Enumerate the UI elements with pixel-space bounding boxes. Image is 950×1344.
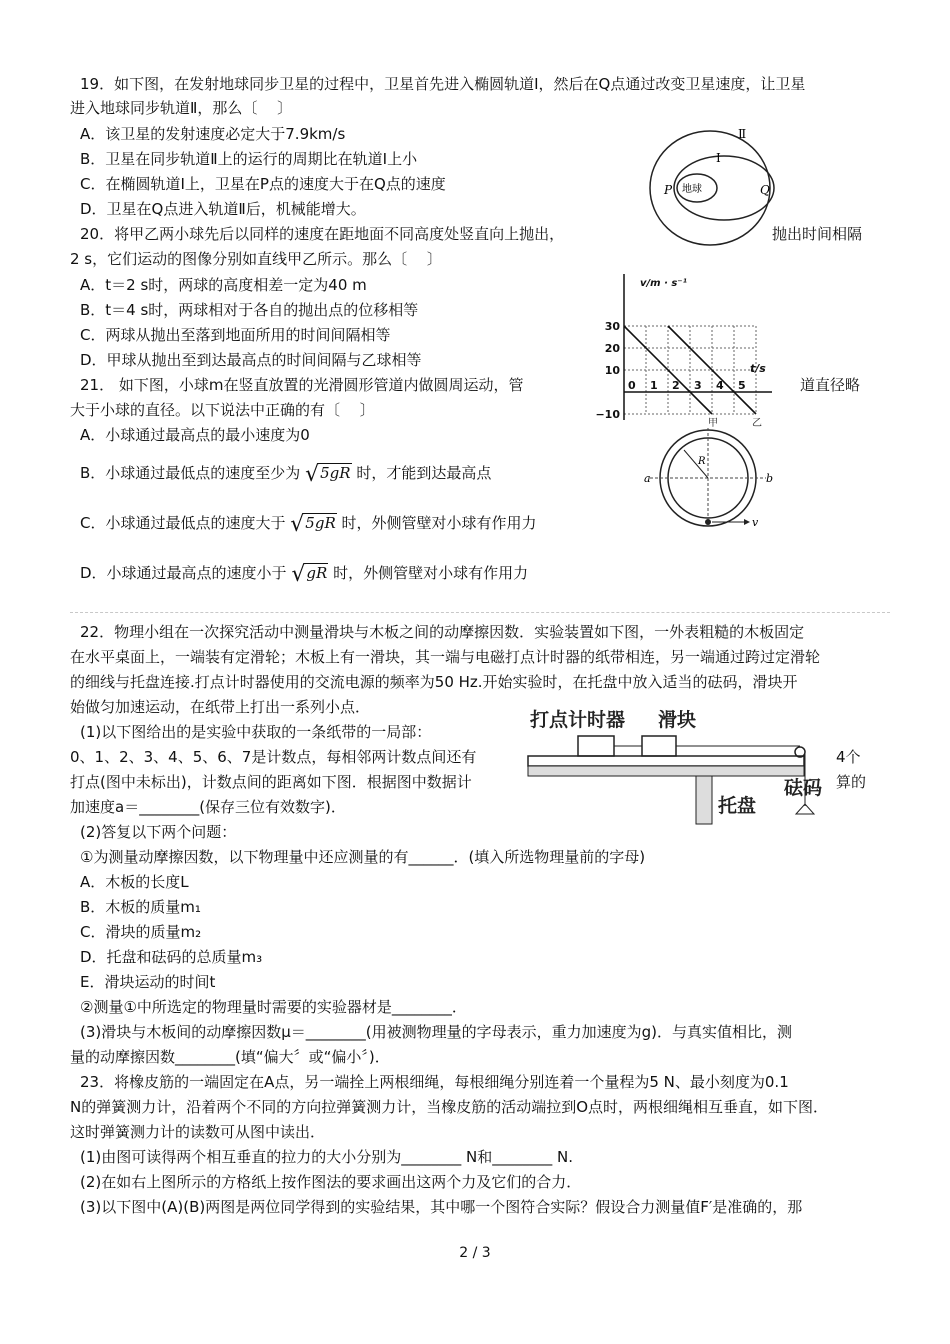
slider-label: 滑块 — [658, 709, 697, 731]
circular-tube-figure — [640, 428, 780, 528]
section-divider — [70, 612, 890, 613]
q21-option-b — [80, 462, 492, 487]
y-axis-label: v/m · s⁻¹ — [640, 278, 687, 289]
weight-label: 砝码 — [784, 777, 823, 799]
sqrt-5gr-b: √5gR — [305, 462, 351, 487]
chart-grid — [624, 326, 756, 414]
q21-option-a: A．小球通过最高点的最小速度为0 — [80, 426, 310, 444]
q20-option-d: D．甲球从抛出至到达最高点的时间间隔与乙球相等 — [80, 351, 422, 369]
q22-opt-e: E．滑块运动的时间t — [80, 973, 216, 991]
point-q-label: Q — [760, 183, 770, 197]
label-r: R — [698, 456, 706, 467]
q21-option-c-post: 时，外侧管壁对小球有作用力 — [341, 514, 537, 532]
q22-opt-a: A．木板的长度L — [80, 873, 189, 891]
q20-stem-line1b: 抛出时间相隔 — [772, 225, 863, 243]
q19-option-a: A．该卫星的发射速度必定大于7.9km/s — [80, 125, 346, 143]
y-tick-label: −10 — [595, 408, 620, 421]
q22-s1-l2b: 4个 — [836, 748, 861, 766]
earth-label: 地球 — [682, 184, 702, 195]
q22-opt-b: B．木板的质量m₁ — [80, 898, 201, 916]
label-b: b — [766, 472, 774, 485]
q19-option-b: B．卫星在同步轨道Ⅱ上的运行的周期比在轨道Ⅰ上小 — [80, 150, 418, 168]
q21-option-c-pre: C．小球通过最低点的速度大于 — [80, 514, 286, 532]
q22-s2-q2: ②测量①中所选定的物理量时需要的实验器材是________． — [80, 998, 467, 1016]
q21-stem-line1a: 21． 如下图，小球m在竖直放置的光滑圆形管道内做圆周运动，管 — [80, 376, 524, 394]
q22-s2-q1: ①为测量动摩擦因数，以下物理量中还应测量的有______．(填入所选物理量前的字母) — [80, 848, 646, 866]
q21-option-d-pre: D．小球通过最高点的速度小于 — [80, 564, 287, 582]
q19-stem-line1: 19．如下图，在发射地球同步卫星的过程中，卫星首先进入椭圆轨道Ⅰ，然后在Q点通过改变卫星速度，让卫星 — [80, 75, 806, 93]
q22-opt-c: C．滑块的质量m₂ — [80, 923, 202, 941]
apparatus-figure — [528, 700, 834, 826]
q19-option-d: D．卫星在Q点进入轨道Ⅱ后，机械能增大。 — [80, 200, 366, 218]
q21-option-c — [80, 512, 537, 537]
q20-stem-line2: 2 s，它们运动的图像分别如直线甲乙所示。那么〔 〕 — [70, 250, 442, 268]
q21-option-b-post: 时，才能到达最高点 — [356, 464, 492, 482]
x-tick-label: 4 — [716, 379, 724, 392]
y-tick-label: 10 — [604, 364, 620, 377]
q21-option-d — [80, 562, 529, 587]
q21-option-d-post: 时，外侧管壁对小球有作用力 — [333, 564, 529, 582]
velocity-time-chart — [595, 264, 788, 429]
q22-s2: (2)答复以下两个问题： — [80, 823, 237, 841]
timer-label: 打点计时器 — [530, 709, 626, 731]
x-tick-label: 0 — [628, 379, 636, 392]
ball — [705, 519, 711, 525]
q23-p3: 这时弹簧测力计的读数可从图中读出． — [70, 1123, 326, 1141]
x-tick-label: 5 — [738, 379, 746, 392]
q22-p2: 在水平桌面上，一端装有定滑轮；木板上有一滑块，其一端与电磁打点计时器的纸带相连，另一端通过跨过定滑轮 — [70, 648, 821, 666]
q22-s1-l2a: 0、1、2、3、4、5、6、7是计数点，每相邻两计数点间还有 — [70, 748, 477, 766]
q22-s1-l3a: 打点(图中未标出)，计数点间的距离如下图．根据图中数据计 — [70, 773, 472, 791]
q21-option-b-pre: B．小球通过最低点的速度至少为 — [80, 464, 301, 482]
q22-s3-l2: 量的动摩擦因数________(填“偏大〞或“偏小〞)． — [70, 1048, 390, 1066]
q21-stem-line2: 大于小球的直径。以下说法中正确的有〔 〕 — [70, 401, 375, 419]
q20-stem-line1a: 20．将甲乙两小球先后以同样的速度在距地面不同高度处竖直向上抛出， — [80, 225, 565, 243]
board — [528, 756, 804, 766]
q22-s1-l3b: 算的 — [836, 773, 867, 791]
q19-stem-line2: 进入地球同步轨道Ⅱ，那么〔 〕 — [70, 99, 293, 117]
orbit-figure — [632, 122, 792, 250]
x-tick-label: 2 — [672, 379, 680, 392]
x-axis-label: t/s — [750, 362, 766, 375]
orbit-ii-label: Ⅱ — [738, 127, 747, 141]
sqrt-radicand: gR — [306, 564, 328, 582]
label-a: a — [644, 472, 651, 485]
q22-p4: 始做匀加速运动，在纸带上打出一系列小点． — [70, 698, 371, 716]
label-v: v — [752, 516, 759, 529]
y-tick-label: 20 — [604, 342, 620, 355]
chart-labels — [595, 278, 766, 429]
q22-s1-l1: (1)以下图给出的是实验中获取的一条纸带的一局部： — [80, 723, 432, 741]
q22-p1: 22．物理小组在一次探究活动中测量滑块与木板之间的动摩擦因数．实验装置如下图，一外表粗糙的木板固定 — [80, 623, 805, 641]
sqrt-gr-d: √gR — [291, 562, 328, 587]
q23-s1: (1)由图可读得两个相互垂直的拉力的大小分别为________ N和________ N. — [80, 1148, 573, 1166]
q23-p2: N的弹簧测力计，沿着两个不同的方向拉弹簧测力计，当橡皮筋的活动端拉到O点时，两根细绳相互垂直，如下图． — [70, 1098, 829, 1116]
sqrt-radicand: 5gR — [320, 464, 351, 482]
q20-option-b: B．t＝4 s时，两球相对于各自的抛出点的位移相等 — [80, 301, 419, 319]
q21-stem-line1b: 道直径略 — [800, 376, 861, 394]
q20-option-c: C．两球从抛出至落到地面所用的时间间隔相等 — [80, 326, 391, 344]
q22-opt-d: D．托盘和砝码的总质量m₃ — [80, 948, 263, 966]
desk-top — [528, 766, 804, 776]
series-label-乙: 乙 — [752, 418, 762, 429]
series-label-甲: 甲 — [708, 418, 718, 429]
q22-p3: 的细线与托盘连接.打点计时器使用的交流电源的频率为50 Hz.开始实验时，在托盘中放入适当的砝码，滑块开 — [70, 673, 798, 691]
q23-p1: 23．将橡皮筋的一端固定在A点，另一端拴上两根细绳，每根细绳分别连着一个量程为5 N、最小刻度为0.1 — [80, 1073, 789, 1091]
q19-option-c: C．在椭圆轨道Ⅰ上，卫星在P点的速度大于在Q点的速度 — [80, 175, 446, 193]
q22-s3-l1: (3)滑块与木板间的动摩擦因数μ＝________(用被测物理量的字母表示，重力加速度为g)．与真实值相比，测 — [80, 1023, 793, 1041]
orbit-i-label: Ⅰ — [716, 151, 721, 165]
timer-box — [578, 736, 614, 756]
page-number: 2 / 3 — [459, 1245, 491, 1261]
point-p-label: P — [664, 183, 673, 197]
q22-s1-l4: 加速度a＝________(保存三位有效数字)． — [70, 798, 346, 816]
tray-label: 托盘 — [718, 795, 757, 817]
arrow-head-icon — [744, 519, 750, 525]
y-tick-label: 30 — [604, 320, 620, 333]
q20-option-a: A．t＝2 s时，两球的高度相差一定为40 m — [80, 276, 367, 294]
desk-leg — [696, 776, 712, 824]
sqrt-radicand: 5gR — [305, 514, 336, 532]
slider-box — [642, 736, 676, 756]
x-tick-label: 1 — [650, 379, 658, 392]
sqrt-5gr-c: √5gR — [290, 512, 336, 537]
x-tick-label: 3 — [694, 379, 702, 392]
q23-s3: (3)以下图中(A)(B)两图是两位同学得到的实验结果，其中哪一个图符合实际？假设合力测量值F′是准确的，那 — [80, 1198, 803, 1216]
q23-s2: (2)在如右上图所示的方格纸上按作图法的要求画出这两个力及它们的合力． — [80, 1173, 582, 1191]
